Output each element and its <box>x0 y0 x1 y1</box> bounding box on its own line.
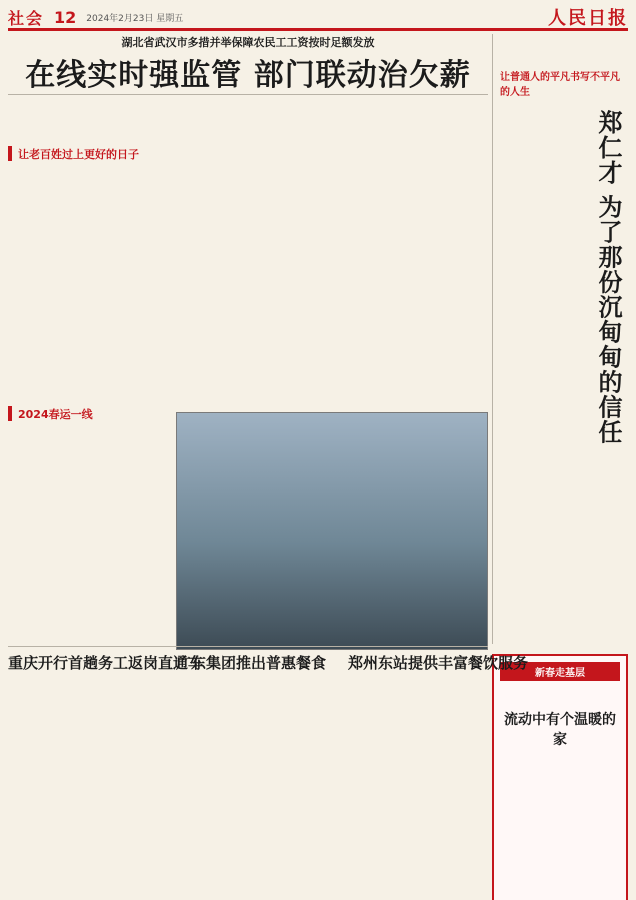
side-title: 郑仁才 为了那份沉甸甸的信任 <box>594 110 623 445</box>
section-name: 社会 <box>8 8 45 28</box>
content-grid <box>8 34 628 892</box>
divider <box>8 94 488 95</box>
band-1: 让老百姓过上更好的日子 <box>8 146 192 161</box>
subhead-a: 重庆开行首趟务工返岗直通车 <box>8 654 204 672</box>
lead-title: 在线实时强监管 部门联动治欠薪 <box>25 58 471 93</box>
side-kicker: 让普通人的平凡书写不平凡的人生 <box>500 72 620 98</box>
news-photo <box>176 412 488 650</box>
feature-tag: 新春走基层 <box>500 662 620 681</box>
feature-box <box>492 654 628 900</box>
divider <box>492 34 493 644</box>
date-line: 2024年2月23日 星期五 <box>86 13 184 24</box>
subhead-b: 广东集团推出普惠餐食 <box>176 654 327 672</box>
feature-title: 流动中有个温暖的家 <box>504 712 616 748</box>
band-2: 2024春运一线 <box>8 406 192 421</box>
lead-kicker: 湖北省武汉市多措并举保障农民工工资按时足额发放 <box>121 36 375 49</box>
masthead <box>8 6 628 31</box>
brand-logo: 人民日报 <box>548 8 628 29</box>
divider <box>8 646 488 647</box>
subhead-c: 郑州东站提供丰富餐饮服务 <box>348 654 529 672</box>
page-number: 12 <box>54 7 77 27</box>
